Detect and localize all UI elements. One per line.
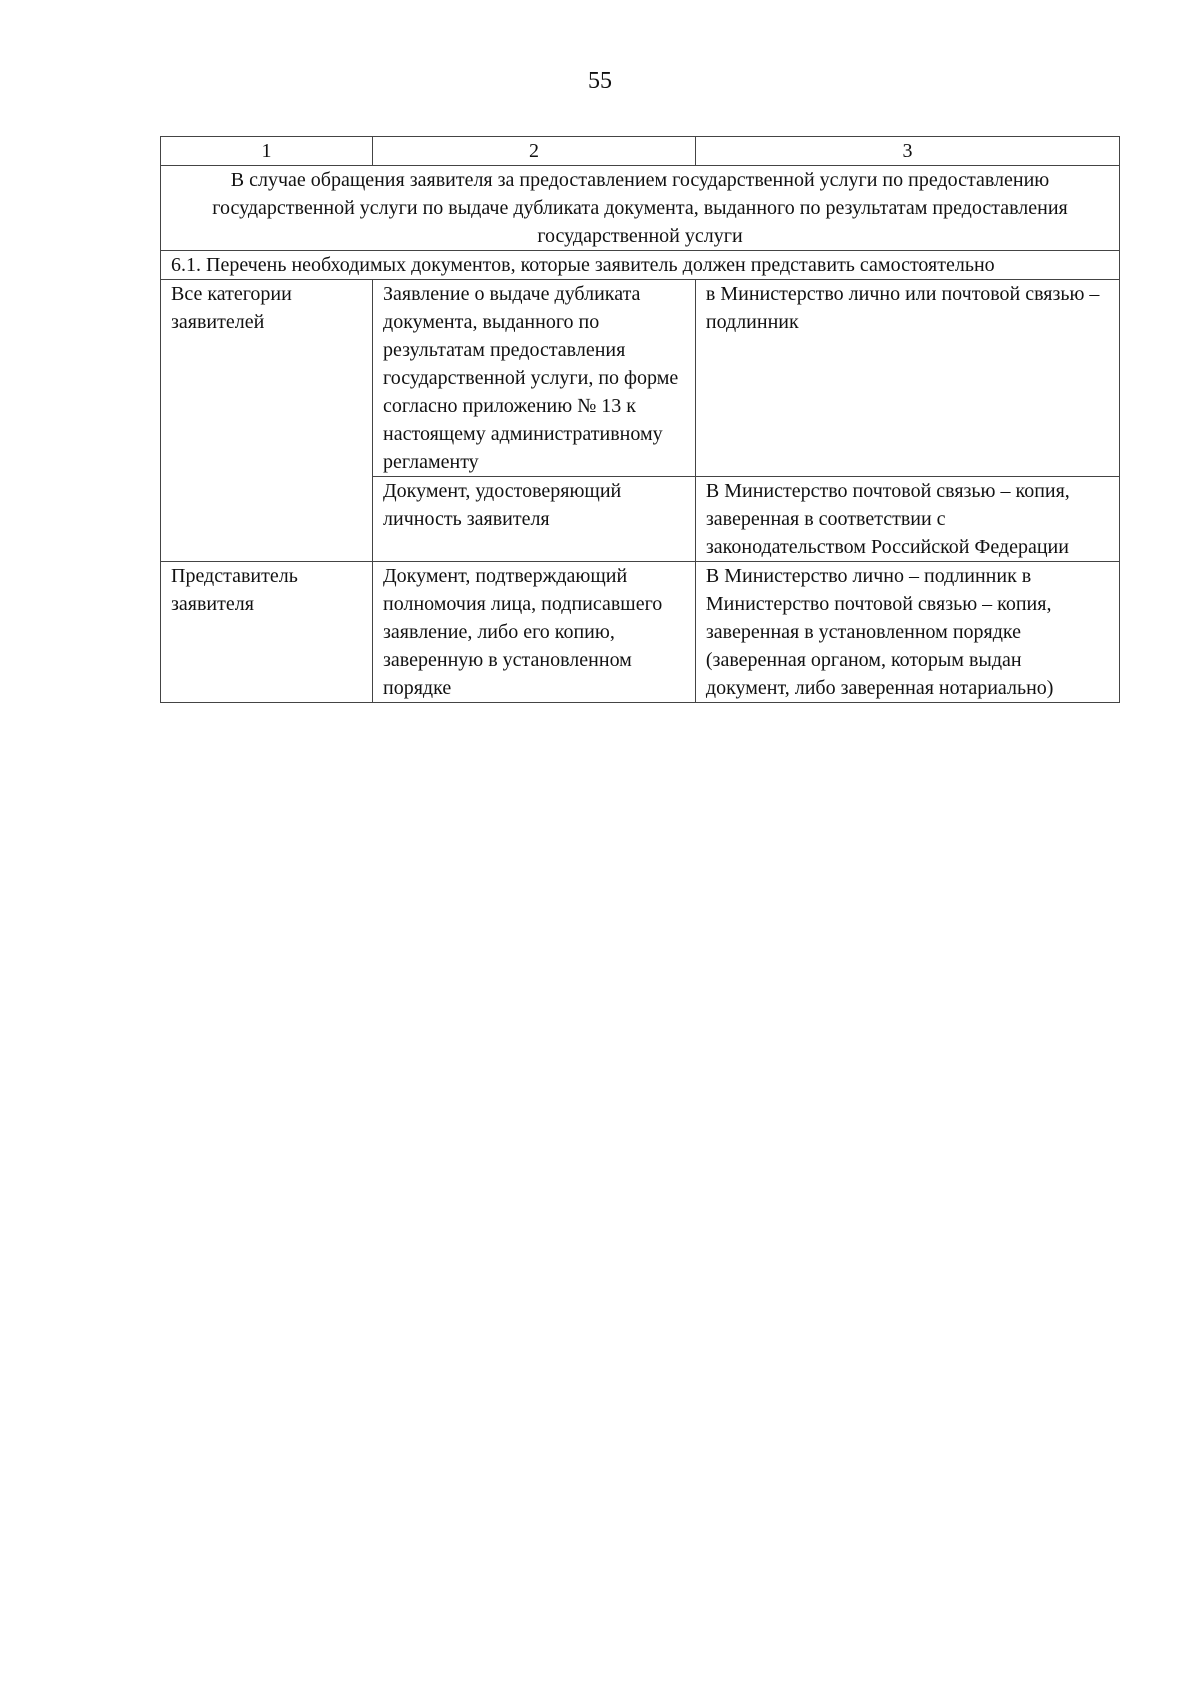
intro-row xyxy=(161,166,1120,251)
applicant-category-cell xyxy=(161,280,373,562)
document-cell xyxy=(373,280,696,477)
column-number-1: 1 xyxy=(161,137,373,166)
document-name: Заявление о выдаче дубликата документа, выданного по результатам предоставления государственной услуги, по форме согласно приложению № 13 к настоящему административному регламенту xyxy=(383,283,679,473)
submission-method: в Министерство лично или почтовой связью – подлинник xyxy=(705,283,1100,333)
submission-method: В Министерство лично – подлинник в Министерство почтовой связью – копия, заверенная в установленном порядке (заверенная органом, которым выдан документ, либо заверенная нотариально) xyxy=(705,565,1054,699)
document-cell xyxy=(373,477,696,562)
submission-method: В Министерство почтовой связью – копия, заверенная в соответствии с законодательством Российской Федерации xyxy=(705,480,1070,558)
section-row xyxy=(161,251,1120,280)
document-name: Документ, подтверждающий полномочия лица, подписавшего заявление, либо его копию, заверенную в установленном порядке xyxy=(383,565,663,699)
intro-text: В случае обращения заявителя за предоставлением государственной услуги по предоставлению государственной услуги по выдаче дубликата документа, выданного по результатам предоставления государственной услуги xyxy=(161,166,1120,251)
submission-cell xyxy=(695,477,1119,562)
documents-table xyxy=(160,136,1120,703)
table-row xyxy=(161,280,1120,477)
table-row xyxy=(161,562,1120,703)
applicant-category: Представитель заявителя xyxy=(171,565,298,615)
submission-cell xyxy=(695,562,1119,703)
column-number-2: 2 xyxy=(373,137,696,166)
document-cell xyxy=(373,562,696,703)
table-header-row xyxy=(161,137,1120,166)
applicant-category-cell xyxy=(161,562,373,703)
column-number-3: 3 xyxy=(695,137,1119,166)
applicant-category: Все категории заявителей xyxy=(171,283,292,333)
page-number: 55 xyxy=(588,68,612,94)
document-name: Документ, удостоверяющий личность заявителя xyxy=(383,480,622,530)
submission-cell xyxy=(695,280,1119,477)
section-title: 6.1. Перечень необходимых документов, которые заявитель должен представить самостоятельно xyxy=(161,251,1120,280)
